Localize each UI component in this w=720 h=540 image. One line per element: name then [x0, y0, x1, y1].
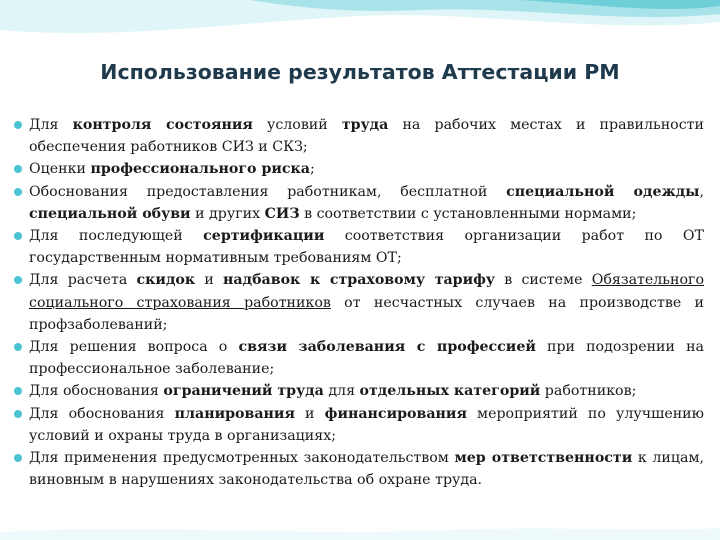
item-text: в соответствии с установленными нормами;	[299, 205, 637, 222]
list-item	[14, 269, 704, 336]
keyword-text: скидок	[136, 272, 196, 289]
item-text: на рабочих местах и правильности обеспечения работников СИЗ и СКЗ;	[29, 117, 704, 156]
item-text: Для применения предусмотренных законодательством	[29, 450, 455, 467]
item-text: мероприятий по улучшению условий и охраны труда в организациях;	[29, 405, 704, 444]
keyword-text: отдельных категорий	[359, 383, 541, 400]
list-item	[14, 380, 704, 402]
bullet-icon	[14, 121, 22, 129]
bullet-icon	[14, 188, 22, 196]
page-title: Использование результатов Аттестации РМ	[100, 60, 620, 84]
bullet-icon	[14, 165, 22, 173]
item-text: к лицам, виновным в нарушениях законодательства об охране труда.	[29, 450, 704, 489]
item-text: Для обоснования	[29, 405, 175, 422]
keyword-text: ограничений труда	[163, 383, 324, 400]
item-text: ;	[309, 161, 315, 178]
item-text: и	[294, 405, 325, 422]
list-item	[14, 225, 704, 269]
item-text: условий	[252, 117, 342, 133]
bullet-icon	[14, 343, 22, 351]
item-text: Для решения вопроса о	[29, 339, 239, 356]
bullet-icon	[14, 276, 22, 284]
item-text: для	[323, 383, 360, 400]
keyword-text: финансирования	[324, 405, 467, 422]
keyword-text: контроля состояния	[72, 117, 253, 133]
bullet-icon	[14, 387, 22, 395]
list-item	[14, 447, 704, 491]
bullet-icon	[14, 410, 22, 418]
bullet-icon	[14, 232, 22, 240]
item-text: Обоснования предоставления работникам, бесплатной	[29, 183, 507, 200]
list-item	[14, 403, 704, 447]
item-text: Для обоснования	[29, 383, 164, 400]
item-text: ,	[699, 183, 704, 200]
item-text: Для	[29, 117, 73, 133]
bullet-list	[14, 114, 704, 491]
list-item	[14, 181, 704, 225]
keyword-text: планирования	[174, 405, 295, 422]
item-text: в системе	[495, 272, 592, 289]
keyword-text: специальной обуви	[29, 205, 191, 222]
footer-wave-decoration	[0, 510, 720, 540]
header-wave-decoration	[0, 0, 720, 60]
bullet-icon	[14, 454, 22, 462]
item-text: Для последующей	[29, 228, 204, 245]
keyword-text: надбавок к страховому тарифу	[223, 272, 496, 289]
item-text: и других	[190, 205, 265, 222]
keyword-text: сертификации	[203, 228, 325, 245]
item-text: работников;	[540, 383, 637, 400]
list-item	[14, 114, 704, 158]
keyword-text: труда	[341, 117, 389, 133]
item-text: соответствия организации работ по ОТ государственным нормативным требованиям ОТ;	[29, 228, 704, 267]
item-text: от несчастных случаев на производстве и профзаболеваний;	[29, 294, 704, 333]
keyword-text: связи заболевания с профессией	[238, 339, 536, 356]
keyword-text: специальной одежды	[506, 183, 700, 200]
item-text: и	[195, 272, 224, 289]
keyword-text: профессионального риска	[90, 161, 310, 178]
list-item	[14, 336, 704, 380]
list-item	[14, 158, 704, 180]
footer-wave	[0, 528, 720, 540]
underlined-text: Обязательного социального страхования работников	[29, 272, 704, 311]
item-text: Для расчета	[29, 272, 137, 289]
item-text: Оценки	[29, 161, 91, 178]
item-text: при подозрении на профессиональное заболевание;	[29, 339, 704, 378]
keyword-text: мер ответственности	[454, 450, 633, 467]
keyword-text: СИЗ	[264, 205, 300, 222]
